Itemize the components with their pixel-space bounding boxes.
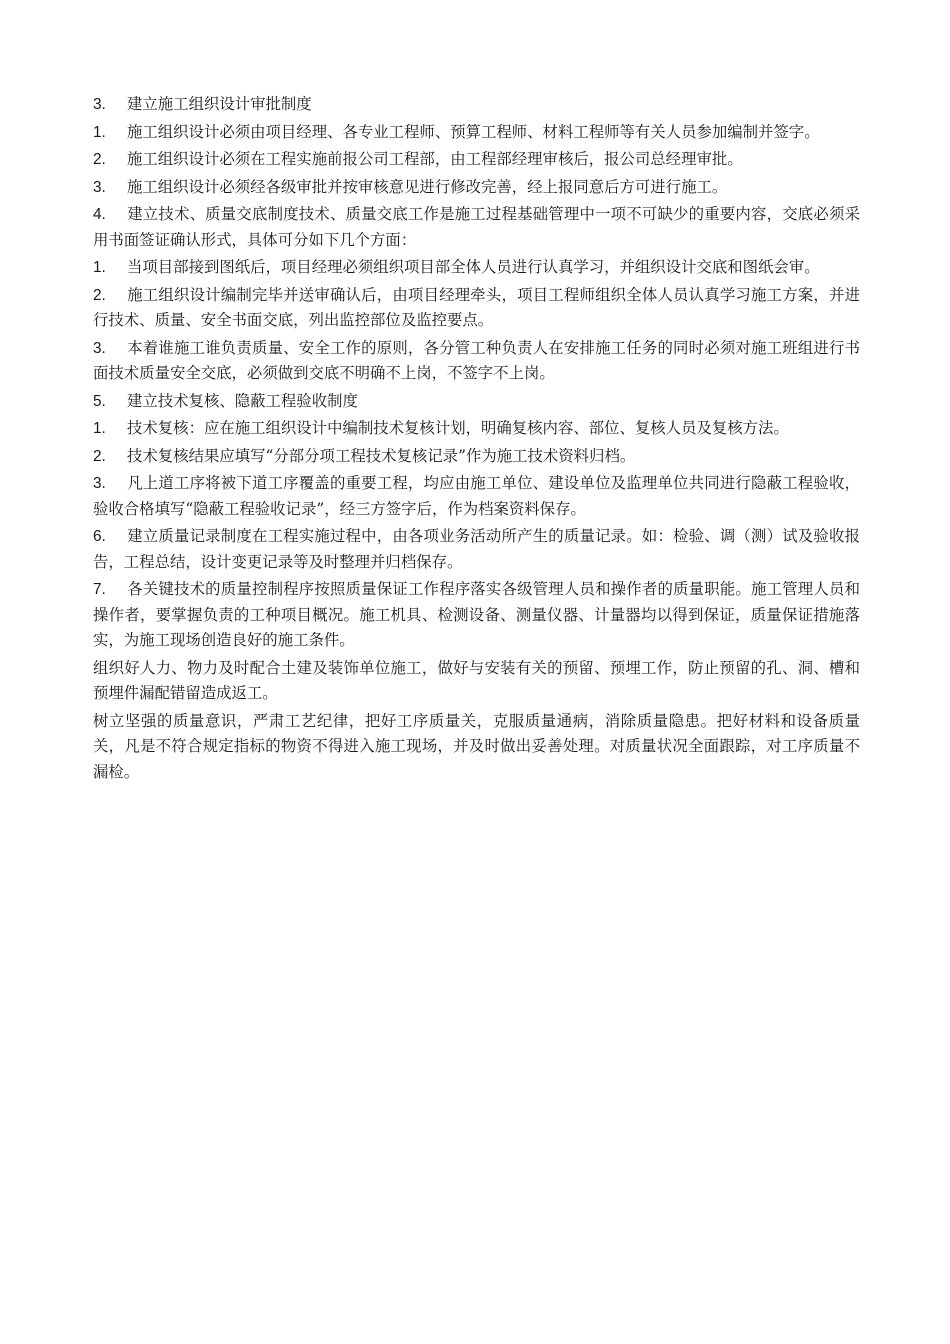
paragraph-number: 3. (93, 339, 106, 357)
paragraph-2 (93, 147, 860, 173)
paragraph-number: 7. (93, 581, 106, 598)
paragraph-13 (93, 577, 860, 654)
paragraph-number: 3. (93, 178, 106, 196)
paragraph-9 (93, 416, 860, 442)
document-body (93, 92, 860, 787)
paragraph-text: 施工组织设计必须经各级审批并按审核意见进行修改完善，经上报同意后方可进行施工。 (127, 177, 728, 196)
paragraph-number: 3. (93, 475, 106, 492)
paragraph-text: 建立技术复核、隐蔽工程验收制度 (127, 391, 358, 410)
paragraph-text: 当项目部接到图纸后，项目经理必须组织项目部全体人员进行认真学习，并组织设计交底和图纸会审。 (127, 258, 820, 276)
paragraph-0 (93, 92, 860, 118)
paragraph-8 (93, 389, 860, 415)
paragraph-12 (93, 524, 860, 575)
paragraph-3 (93, 175, 860, 201)
paragraph-number: 1. (93, 123, 106, 141)
paragraph-text: 施工组织设计编制完毕并送审确认后，由项目经理牵头，项目工程师组织全体人员认真学习施工方案，并进行技术、质量、安全书面交底，列出监控部位及监控要点。 (93, 285, 860, 329)
paragraph-text: 技术复核结果应填写“分部分项工程技术复核记录”作为施工技术资料归档。 (127, 446, 636, 465)
paragraph-number: 6. (93, 528, 106, 545)
paragraph-text: 建立施工组织设计审批制度 (127, 95, 312, 113)
paragraph-number: 4. (93, 206, 106, 223)
paragraph-text: 树立坚强的质量意识，严肃工艺纪律，把好工序质量关，克服质量通病，消除质量隐患。把好材料和设备质量关，凡是不符合规定指标的物资不得进入施工现场，并及时做出妥善处理。对质量状况全面跟踪，对工序质量不漏检。 (93, 711, 860, 781)
paragraph-number: 2. (93, 151, 106, 168)
paragraph-6 (93, 283, 860, 334)
paragraph-7 (93, 336, 860, 387)
paragraph-10 (93, 444, 860, 470)
paragraph-text: 施工组织设计必须由项目经理、各专业工程师、预算工程师、材料工程师等有关人员参加编制并签字。 (127, 122, 820, 141)
paragraph-5 (93, 255, 860, 281)
paragraph-number: 5. (93, 392, 106, 410)
paragraph-text: 施工组织设计必须在工程实施前报公司工程部，由工程部经理审核后，报公司总经理审批。 (127, 150, 743, 168)
paragraph-11 (93, 471, 860, 522)
paragraph-text: 建立质量记录制度在工程实施过程中，由各项业务活动所产生的质量记录。如：检验、调（测）试及验收报告，工程总结，设计变更记录等及时整理并归档保存。 (93, 527, 860, 571)
paragraph-text: 技术复核：应在施工组织设计中编制技术复核计划，明确复核内容、部位、复核人员及复核方法。 (127, 419, 789, 437)
paragraph-14 (93, 656, 860, 707)
paragraph-1 (93, 120, 860, 146)
paragraph-number: 2. (93, 286, 106, 304)
paragraph-text: 凡上道工序将被下道工序覆盖的重要工程，均应由施工单位、建设单位及监理单位共同进行隐蔽工程验收，验收合格填写“隐蔽工程验收记录”，经三方签字后，作为档案资料保存。 (93, 474, 860, 518)
paragraph-text: 组织好人力、物力及时配合土建及装饰单位施工，做好与安装有关的预留、预埋工作，防止预留的孔、洞、槽和预埋件漏配错留造成返工。 (93, 658, 860, 702)
paragraph-number: 1. (93, 420, 106, 437)
paragraph-text: 建立技术、质量交底制度技术、质量交底工作是施工过程基础管理中一项不可缺少的重要内容，交底必须采用书面签证确认形式，具体可分如下几个方面： (93, 205, 860, 249)
paragraph-4 (93, 202, 860, 253)
paragraph-number: 2. (93, 447, 106, 465)
paragraph-number: 3. (93, 96, 106, 113)
paragraph-15 (93, 709, 860, 786)
paragraph-number: 1. (93, 259, 106, 276)
paragraph-text: 本着谁施工谁负责质量、安全工作的原则，各分管工种负责人在安排施工任务的同时必须对施工班组进行书面技术质量安全交底，必须做到交底不明确不上岗，不签字不上岗。 (93, 338, 860, 382)
paragraph-text: 各关键技术的质量控制程序按照质量保证工作程序落实各级管理人员和操作者的质量职能。施工管理人员和操作者，要掌握负责的工种项目概况。施工机具、检测设备、测量仪器、计量器均以得到保证，质量保证措施落实，为施工现场创造良好的施工条件。 (93, 580, 860, 649)
